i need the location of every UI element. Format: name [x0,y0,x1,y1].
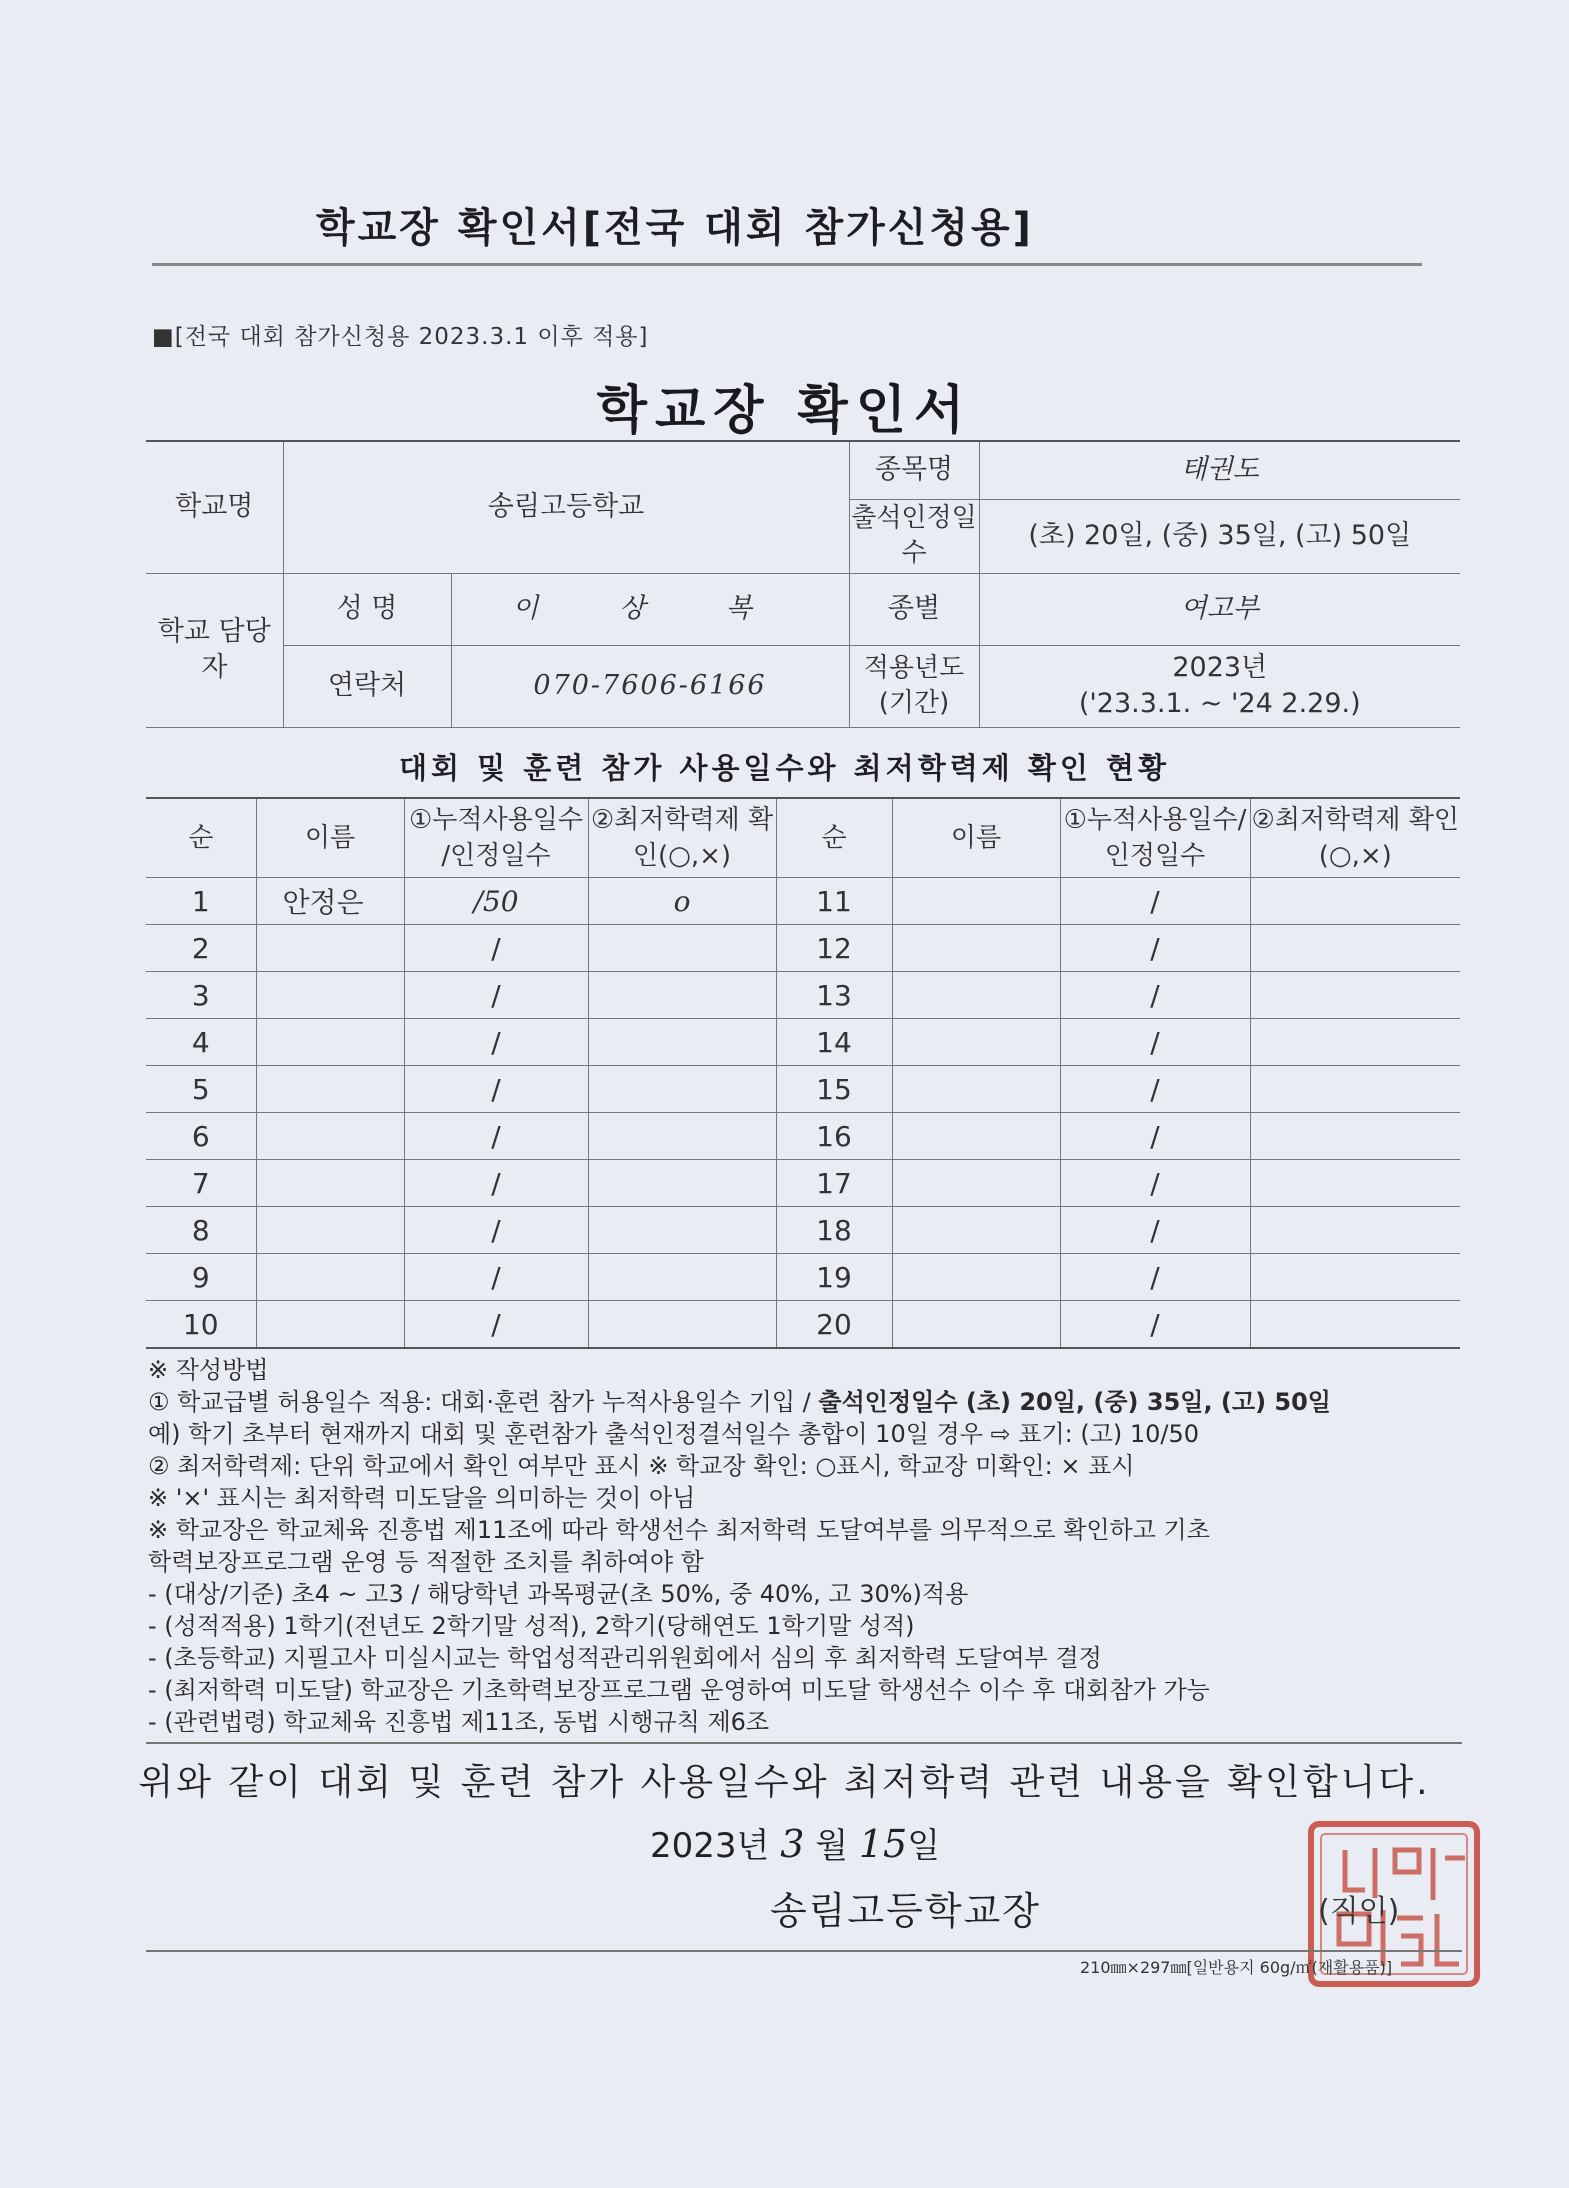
event-value: 태권도 [979,441,1460,499]
apply-year-value: 2023년 [1172,651,1268,683]
principal-name: 송림고등학교장 [770,1889,1041,1933]
confirm-statement: 위와 같이 대회 및 훈련 참가 사용일수와 최저학력 관련 내용을 확인합니다. [138,1762,1431,1803]
table-row [146,1019,1460,1066]
phone-label: 연락처 [283,645,451,727]
min-academic-check [588,1254,776,1301]
student-name-right [892,1301,1060,1349]
paper-spec-footer: 210㎜×297㎜[일반용지 60g/㎡(재활용품)] [1080,1958,1393,1977]
note-2-c: 학력보장프로그램 운영 등 적절한 조치를 취하여야 함 [148,1548,704,1576]
row-number-right: 16 [776,1113,892,1160]
cumulative-days: / [404,1019,588,1066]
header-name-right: 이름 [892,798,1060,878]
school-value: 송림고등학교 [283,441,849,573]
student-name [256,1254,404,1301]
row-number-right: 11 [776,878,892,925]
detail-2: - (성적적용) 1학기(전년도 2학기말 성적), 2학기(당해연도 1학기말 성적) [148,1612,915,1640]
cumulative-days-right: / [1060,1207,1250,1254]
table-row [146,1113,1460,1160]
table-row [146,1207,1460,1254]
student-name-right [892,1066,1060,1113]
school-label: 학교명 [146,441,283,573]
cumulative-days: / [404,1160,588,1207]
cumulative-days: / [404,972,588,1019]
row-number: 2 [146,925,256,972]
min-academic-check-right [1250,1066,1460,1113]
header-days: ①누적사용일수 /인정일수 [404,798,588,878]
min-academic-check-right [1250,1019,1460,1066]
min-academic-check [588,925,776,972]
min-academic-check: o [588,878,776,925]
cumulative-days: /50 [404,878,588,925]
apply-year-cell [979,645,1460,727]
cumulative-days: / [404,1207,588,1254]
row-number: 10 [146,1301,256,1349]
header-min-academic-right: ②최저학력제 확인(○,×) [1250,798,1460,878]
note-2-a: ※ '×' 표시는 최저학력 미도달을 의미하는 것이 아님 [148,1484,696,1512]
cumulative-days-right: / [1060,972,1250,1019]
student-name [256,925,404,972]
cumulative-days: / [404,925,588,972]
student-name-right [892,1160,1060,1207]
min-academic-check-right [1250,1113,1460,1160]
note-1-bold: 출석인정일수 (초) 20일, (중) 35일, (고) 50일 [818,1388,1331,1416]
cumulative-days-right: / [1060,1254,1250,1301]
cumulative-days-right: / [1060,1160,1250,1207]
date-month: 3 [780,1822,805,1866]
cumulative-days-right: / [1060,1113,1250,1160]
row-number: 3 [146,972,256,1019]
date-month-unit: 월 [815,1826,849,1866]
row-number-right: 15 [776,1066,892,1113]
date-day: 15 [858,1822,908,1866]
min-academic-check-right [1250,1301,1460,1349]
handwritten-phone: 070-7606-6166 [451,645,849,727]
cumulative-days: / [404,1066,588,1113]
min-academic-check-right [1250,925,1460,972]
min-academic-check [588,1113,776,1160]
top-title: 학교장 확인서[전국 대회 참가신청용] [316,205,1034,251]
student-name [256,1301,404,1349]
detail-1: - (대상/기준) 초4 ~ 고3 / 해당학년 과목평균(초 50%, 중 40%, 고 30%)적용 [148,1580,969,1608]
note-1 [148,1386,1468,1418]
student-name-right [892,878,1060,925]
min-academic-check-right [1250,1207,1460,1254]
min-academic-check [588,972,776,1019]
student-name [256,1066,404,1113]
min-academic-check [588,1066,776,1113]
cumulative-days-right: / [1060,878,1250,925]
detail-4: - (최저학력 미도달) 학교장은 기초학력보장프로그램 운영하여 미도달 학생선수 이수 후 대회참가 가능 [148,1676,1210,1704]
row-number: 1 [146,878,256,925]
row-number-right: 18 [776,1207,892,1254]
min-academic-check-right [1250,1254,1460,1301]
name-label: 성 명 [283,573,451,645]
issue-date [650,1818,940,1867]
detail-3: - (초등학교) 지필고사 미실시교는 학업성적관리위원회에서 심의 후 최저학력 도달여부 결정 [148,1644,1102,1672]
student-name-right [892,1254,1060,1301]
min-academic-check-right [1250,972,1460,1019]
contact-person-label: 학교 담당자 [146,573,283,727]
student-name: 안정은 [256,878,404,925]
table-row [146,972,1460,1019]
cumulative-days: / [404,1113,588,1160]
category-label: 종별 [849,573,979,645]
row-number-right: 20 [776,1301,892,1349]
roster-table [146,797,1460,1349]
apply-year-label: 적용년도 (기간) [849,645,979,727]
row-number-right: 19 [776,1254,892,1301]
event-label: 종목명 [849,441,979,499]
table-row [146,878,1460,925]
row-number: 6 [146,1113,256,1160]
note-2-b: ※ 학교장은 학교체육 진흥법 제11조에 따라 학생선수 최저학력 도달여부를 의무적으로 확인하고 기초 [148,1516,1210,1544]
note-1-example: 예) 학기 초부터 현재까지 대회 및 훈련참가 출석인정결석일수 총합이 10일 경우 ⇨ 표기: (고) 10/50 [148,1420,1200,1448]
attendance-value: (초) 20일, (중) 35일, (고) 50일 [979,499,1460,573]
min-academic-check-right [1250,1160,1460,1207]
category-value: 여고부 [979,573,1460,645]
cumulative-days-right: / [1060,1066,1250,1113]
cumulative-days-right: / [1060,925,1250,972]
row-number-right: 14 [776,1019,892,1066]
note-2: ② 최저학력제: 단위 학교에서 확인 여부만 표시 ※ 학교장 확인: ○표시, 학교장 미확인: × 표시 [148,1452,1135,1480]
header-min-academic: ②최저학력제 확인(○,×) [588,798,776,878]
note-1-text: ① 학교급별 허용일수 적용: 대회·훈련 참가 누적사용일수 기입 / [148,1388,819,1416]
table-row [146,925,1460,972]
footer-divider [146,1950,1462,1952]
row-number-right: 13 [776,972,892,1019]
detail-5: - (관련법령) 학교체육 진흥법 제11조, 동법 시행규칙 제6조 [148,1708,770,1736]
student-name-right [892,1207,1060,1254]
min-academic-check [588,1207,776,1254]
row-number-right: 17 [776,1160,892,1207]
notes-divider [146,1742,1462,1744]
cumulative-days-right: / [1060,1301,1250,1349]
student-name-right [892,925,1060,972]
student-name-right [892,972,1060,1019]
date-year: 2023년 [650,1826,770,1866]
notes-heading: ※ 작성방법 [148,1356,269,1384]
cumulative-days-right: / [1060,1019,1250,1066]
writing-instructions [148,1354,1468,1738]
header-days-right: ①누적사용일수/ 인정일수 [1060,798,1250,878]
apply-period-value: ('23.3.1. ~ '24 2.29.) [1078,688,1361,719]
min-academic-check-right [1250,878,1460,925]
date-day-unit: 일 [907,1826,941,1866]
table-row [146,1254,1460,1301]
header-name: 이름 [256,798,404,878]
table-row [146,1160,1460,1207]
handwritten-name: 이 상 복 [451,573,849,645]
row-number: 4 [146,1019,256,1066]
page-title: 학교장 확인서 [596,381,973,441]
cumulative-days: / [404,1301,588,1349]
row-number: 9 [146,1254,256,1301]
student-name [256,1160,404,1207]
attendance-label: 출석인정일수 [849,499,979,573]
student-name-right [892,1113,1060,1160]
section-title: 대회 및 훈련 참가 사용일수와 최저학력제 확인 현황 [399,751,1170,785]
header-no: 순 [146,798,256,878]
header-no-right: 순 [776,798,892,878]
student-name-right [892,1019,1060,1066]
student-name [256,1113,404,1160]
min-academic-check [588,1019,776,1066]
student-name [256,972,404,1019]
row-number: 7 [146,1160,256,1207]
student-name [256,1019,404,1066]
top-divider [152,263,1422,266]
row-number: 8 [146,1207,256,1254]
row-number-right: 12 [776,925,892,972]
cumulative-days: / [404,1254,588,1301]
row-number: 5 [146,1066,256,1113]
table-row [146,1066,1460,1113]
min-academic-check [588,1301,776,1349]
form-subheading: ■[전국 대회 참가신청용 2023.3.1 이후 적용] [152,324,649,350]
school-info-table [146,440,1460,728]
table-row [146,1301,1460,1349]
min-academic-check [588,1160,776,1207]
seal-label: (직인) [1318,1894,1400,1929]
student-name [256,1207,404,1254]
